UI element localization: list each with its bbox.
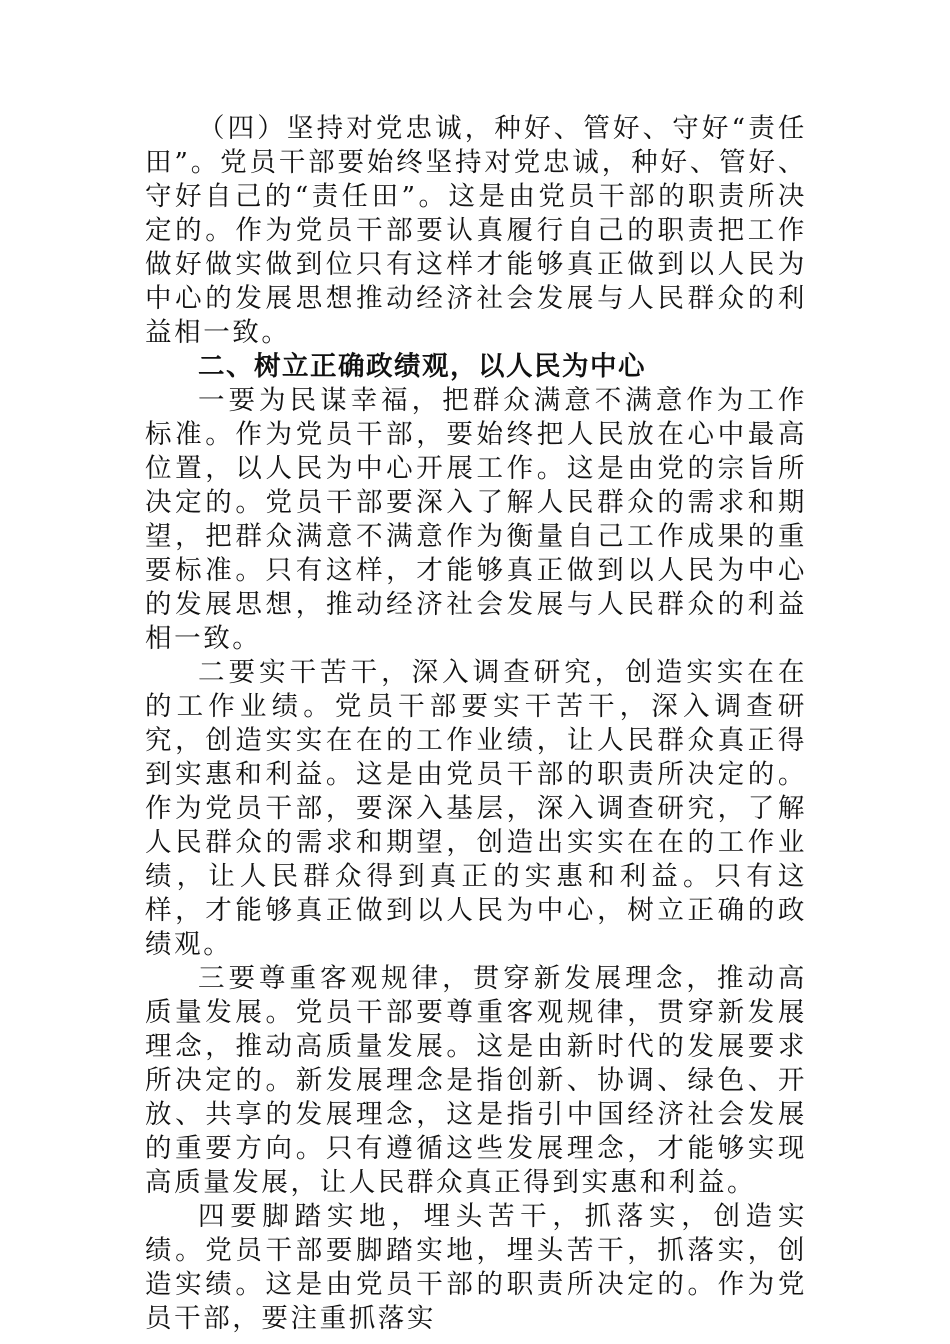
- document-body: [145, 112, 807, 1336]
- paragraph-down-to-earth: 四要脚踏实地，埋头苦干，抓落实，创造实绩。党员干部要脚踏实地，埋头苦干，抓落实，创造实绩。这是由党员干部的职责所决定的。作为党员干部，要注重抓落实: [145, 1201, 807, 1334]
- paragraph-people-happiness: 一要为民谋幸福，把群众满意不满意作为工作标准。作为党员干部，要始终把人民放在心中最高位置，以人民为中心开展工作。这是由党的宗旨所决定的。党员干部要深入了解人民群众的需求和期望，把群众满意不满意作为衡量自己工作成果的重要标准。只有这样，才能够真正做到以人民为中心的发展思想，推动经济社会发展与人民群众的利益相一致。: [145, 385, 807, 654]
- paragraph-objective-laws: 三要尊重客观规律，贯穿新发展理念，推动高质量发展。党员干部要尊重客观规律，贯穿新发展理念，推动高质量发展。这是由新时代的发展要求所决定的。新发展理念是指创新、协调、绿色、开放、共享的发展理念，这是指引中国经济社会发展的重要方向。只有遵循这些发展理念，才能够实现高质量发展，让人民群众真正得到实惠和利益。: [145, 963, 807, 1198]
- paragraph-hard-work: 二要实干苦干，深入调查研究，创造实实在在的工作业绩。党员干部要实干苦干，深入调查研究，创造实实在在的工作业绩，让人民群众真正得到实惠和利益。这是由党员干部的职责所决定的。作为党员干部，要深入基层，深入调查研究，了解人民群众的需求和期望，创造出实实在在的工作业绩，让人民群众得到真正的实惠和利益。只有这样，才能够真正做到以人民为中心，树立正确的政绩观。: [145, 657, 807, 960]
- section-heading: 二、树立正确政绩观，以人民为中心: [198, 351, 646, 382]
- paragraph-loyalty: （四）坚持对党忠诚，种好、管好、守好“责任田”。党员干部要始终坚持对党忠诚，种好、管好、守好自己的“责任田”。这是由党员干部的职责所决定的。作为党员干部要认真履行自己的职责把工作做好做实做到位只有这样才能够真正做到以人民为中心的发展思想推动经济社会发展与人民群众的利益相一致。: [145, 113, 807, 348]
